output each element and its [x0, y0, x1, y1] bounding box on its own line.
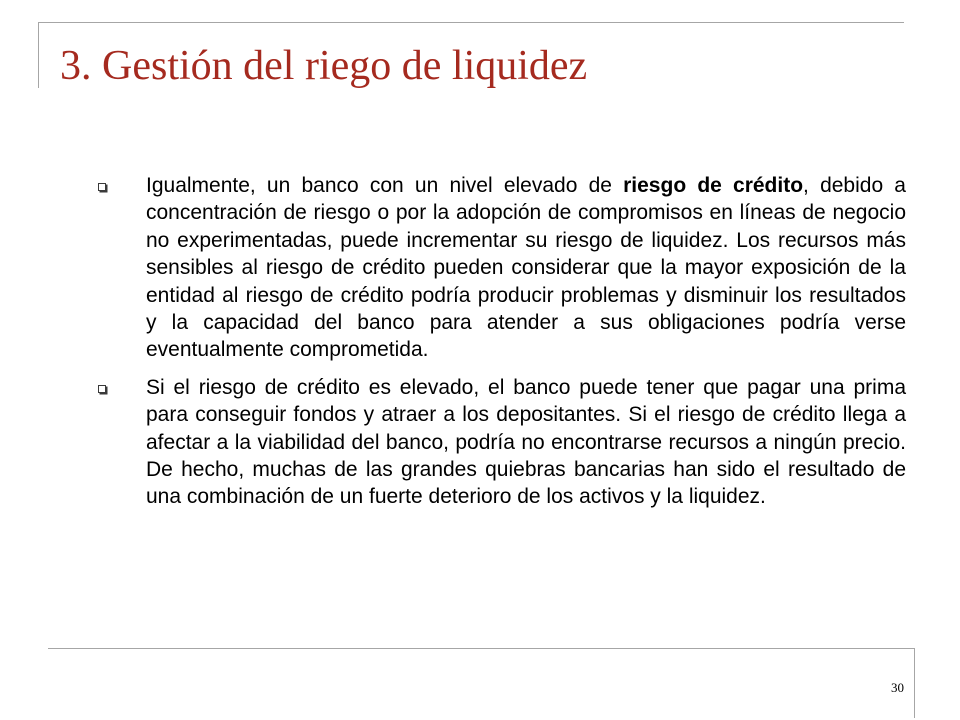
bullet-text-segment: Igualmente, un banco con un nivel elevado de: [146, 174, 624, 197]
slide-title: 3. Gestión del riego de liquidez: [60, 43, 588, 89]
bullet-item: [96, 374, 906, 511]
frame-bottom-rule: [48, 648, 914, 649]
frame-top-rule: [38, 22, 904, 23]
bullet-emphasis: riesgo de crédito: [623, 174, 804, 197]
slide-body: [96, 172, 906, 521]
frame-left-rule: [38, 22, 39, 88]
page-number: 30: [891, 680, 904, 695]
square-bullet-icon: [98, 385, 106, 393]
square-bullet-icon: [98, 183, 106, 191]
bullet-text-segment: , debido a concentración de riesgo o por la adopción de compromisos en líneas de negocio no experimentadas, puede incrementar su riesgo de liquidez. Los recursos más sensibles al riesgo de crédito pueden considerar que la mayor exposición de la entidad al riesgo de crédito podría producir problemas y disminuir los resultados y la capacidad del banco para atender a sus obligaciones podría verse eventualmente comprometida.: [146, 174, 906, 362]
bullet-text-segment: Si el riesgo de crédito es elevado, el banco puede tener que pagar una prima para conseguir fondos y atraer a los depositantes. Si el riesgo de crédito llega a afectar a la viabilidad del banco, podría no encontrarse recursos a ningún precio. De hecho, muchas de las grandes quiebras bancarias han sido el resultado de una combinación de un fuerte deterioro de los activos y la liquidez.: [146, 375, 906, 509]
bullet-item: [96, 172, 906, 364]
frame-right-rule: [914, 648, 915, 718]
